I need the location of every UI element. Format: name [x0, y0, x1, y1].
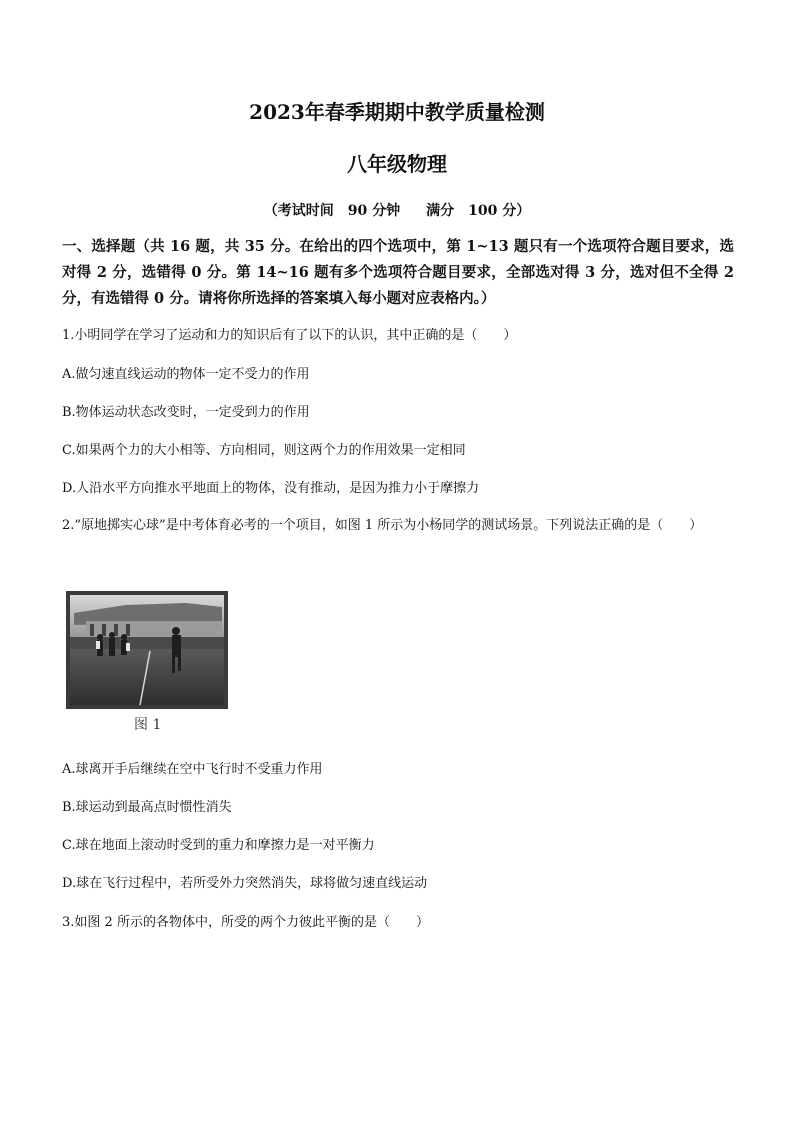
exam-info: [0, 200, 794, 220]
question-2-option-b: B.球运动到最高点时惯性消失: [62, 800, 232, 815]
question-1-option-a: A.做匀速直线运动的物体一定不受力的作用: [62, 367, 310, 382]
full-score: 满分 100 分）: [426, 203, 531, 219]
question-1-option-b: B.物体运动状态改变时，一定受到力的作用: [62, 405, 310, 420]
question-1-option-d: D.人沿水平方向推水平地面上的物体，没有推动，是因为推力小于摩擦力: [62, 481, 480, 496]
question-2-option-a: A.球离开手后继续在空中飞行时不受重力作用: [62, 762, 323, 777]
figure-1-caption: 图 1: [134, 717, 162, 733]
question-2-option-c: C.球在地面上滚动时受到的重力和摩擦力是一对平衡力: [62, 838, 375, 853]
question-1-option-c: C.如果两个力的大小相等、方向相同，则这两个力的作用效果一定相同: [62, 443, 466, 458]
page-title: 2023年春季期期中教学质量检测: [249, 100, 545, 124]
question-2-option-d: D.球在飞行过程中，若所受外力突然消失，球将做匀速直线运动: [62, 876, 428, 891]
exam-time: （考试时间 90 分钟: [263, 203, 401, 219]
section-instructions: 一、选择题（共 16 题，共 35 分。在给出的四个选项中，第 1~13 题只有一个选项符合题目要求，选对得 2 分，选错得 0 分。第 14~16 题有多个选项符合题目要求，全部选对得 3 分，选对但不全得 2 分，有选错得 0 分。请将你所选择的答案填入每小题对应表格内。）: [62, 238, 734, 307]
page-subtitle: 八年级物理: [347, 152, 447, 176]
question-2-stem: 2.“原地掷实心球”是中考体育必考的一个项目，如图 1 所示为小杨同学的测试场景。下列说法正确的是（ ）: [62, 518, 703, 533]
figure-1-photo: [66, 591, 228, 709]
question-3-stem: 3.如图 2 所示的各物体中，所受的两个力彼此平衡的是（ ）: [62, 915, 429, 930]
question-1-stem: 1.小明同学在学习了运动和力的知识后有了以下的认识，其中正确的是（ ）: [62, 328, 517, 343]
